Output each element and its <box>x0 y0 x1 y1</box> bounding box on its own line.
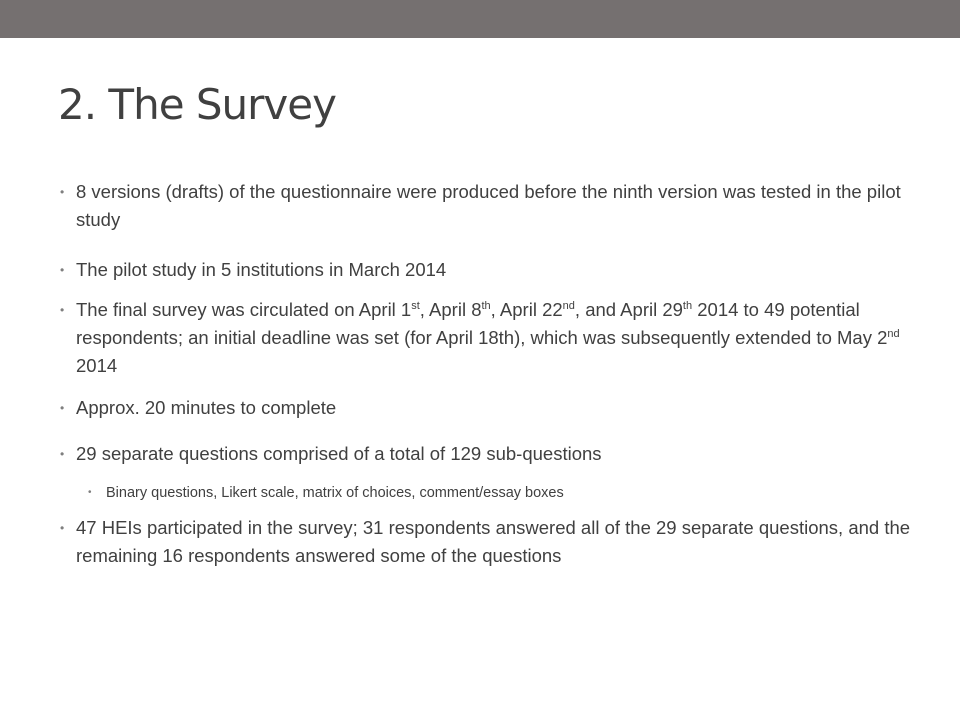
bullet-text: The pilot study in 5 institutions in March 2014 <box>76 259 447 280</box>
bullet-dot-icon: • <box>60 521 65 535</box>
bullet-dot-icon: • <box>88 487 92 498</box>
bullet-list <box>58 178 918 570</box>
bullet-versions <box>58 178 918 234</box>
bullet-text: Approx. 20 minutes to complete <box>76 397 337 418</box>
text-segment: , April 22 <box>490 299 563 320</box>
text-segment: 2014 <box>76 355 118 376</box>
slide-title: 2. The Survey <box>58 80 336 129</box>
ordinal-suffix: st <box>411 300 420 312</box>
sub-bullet-question-types <box>58 482 918 504</box>
text-segment: 2014 to 49 potential respondents; an initial deadline was set (for April 18th), which was subsequently extended to May 2 <box>76 299 888 348</box>
bullet-text: Binary questions, Likert scale, matrix of choices, comment/essay boxes <box>106 485 564 501</box>
bullet-text: 29 separate questions comprised of a total of 129 sub-questions <box>76 443 602 464</box>
top-accent-bar <box>0 0 960 38</box>
bullet-text: 8 versions (drafts) of the questionnaire were produced before the ninth version was tested in the pilot study <box>76 181 901 230</box>
ordinal-suffix: th <box>481 300 491 312</box>
text-segment: The final survey was circulated on April 1 <box>76 299 412 320</box>
bullet-dot-icon: • <box>60 401 65 415</box>
bullet-text: 47 HEIs participated in the survey; 31 respondents answered all of the 29 separate questions, and the remaining 16 respondents answered some of the questions <box>76 517 911 566</box>
text-segment: , and April 29 <box>574 299 683 320</box>
ordinal-suffix: nd <box>562 300 575 312</box>
bullet-participation <box>58 514 918 570</box>
ordinal-suffix: nd <box>887 328 900 340</box>
bullet-dot-icon: • <box>60 263 65 277</box>
bullet-dot-icon: • <box>60 185 65 199</box>
bullet-questions <box>58 440 918 468</box>
bullet-text <box>76 299 900 376</box>
bullet-dot-icon: • <box>60 303 65 317</box>
bullet-final-survey <box>58 296 918 380</box>
bullet-dot-icon: • <box>60 447 65 461</box>
bullet-duration <box>58 394 918 422</box>
text-segment: , April 8 <box>419 299 482 320</box>
bullet-pilot-study <box>58 256 918 284</box>
ordinal-suffix: th <box>682 300 693 312</box>
